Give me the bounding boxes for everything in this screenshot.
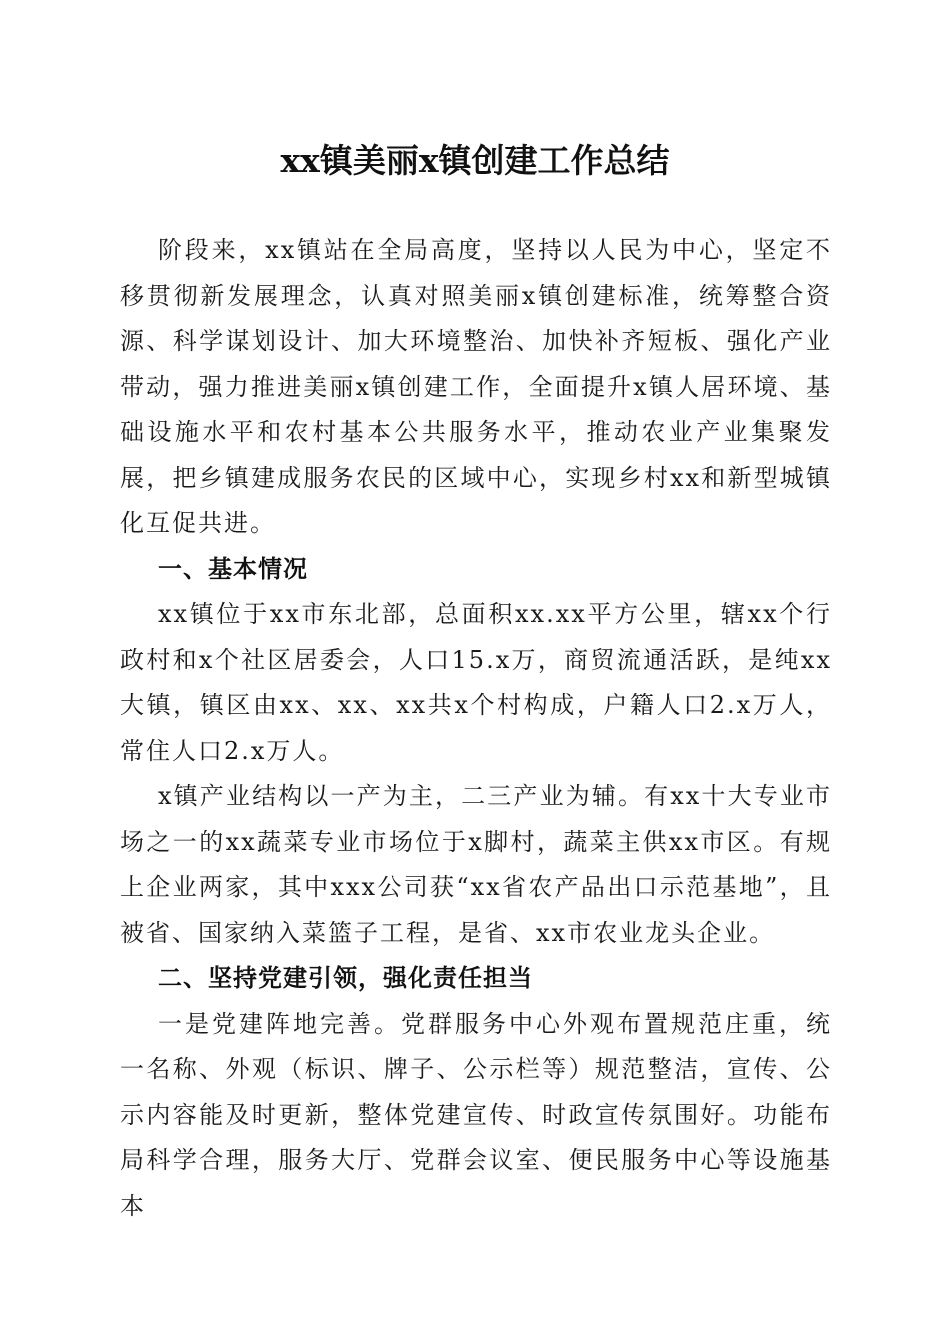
paragraph-body: 党群服务中心外观布置规范庄重，统一名称、外观（标识、牌子、公示栏等）规范整洁，宣传、公示内容能及时更新，整体党建宣传、时政宣传氛围好。功能布局科学合理，服务大厅、党群会议室、便民服务中心等设施基本 — [120, 1009, 832, 1220]
section-heading-party-building: 二、坚持党建引领，强化责任担当 — [158, 964, 533, 992]
document-body — [120, 228, 832, 1229]
document-title: xx镇美丽x镇创建工作总结 — [280, 141, 670, 180]
paragraph-location: xx镇位于xx市东北部，总面积xx.xx平方公里，辖xx个行政村和x个社区居委会，人口15.x万，商贸流通活跃，是纯xx大镇，镇区由xx、xx、xx共x个村构成，户籍人口2.x万人，常住人口2.x万人。 — [120, 600, 832, 765]
intro-paragraph: 阶段来，xx镇站在全局高度，坚持以人民为中心，坚定不移贯彻新发展理念，认真对照美丽x镇创建标准，统筹整合资源、科学谋划设计、加大环境整治、加快补齐短板、强化产业带动，强力推进美丽x镇创建工作，全面提升x镇人居环境、基础设施水平和农村基本公共服务水平，推动农业产业集聚发展，把乡镇建成服务农民的区域中心，实现乡村xx和新型城镇化互促共进。 — [120, 236, 832, 537]
paragraph-party-position — [120, 1002, 832, 1230]
paragraph-industry: x镇产业结构以一产为主，二三产业为辅。有xx十大专业市场之一的xx蔬菜专业市场位于x脚村，蔬菜主供xx市区。有规上企业两家，其中xxx公司获“xx省农产品出口示范基地”，且被省、国家纳入菜篮子工程，是省、xx市农业龙头企业。 — [120, 782, 832, 947]
paragraph-lead: 一是党建阵地完善。 — [158, 1009, 401, 1038]
section-heading-basic-situation: 一、基本情况 — [158, 554, 308, 583]
